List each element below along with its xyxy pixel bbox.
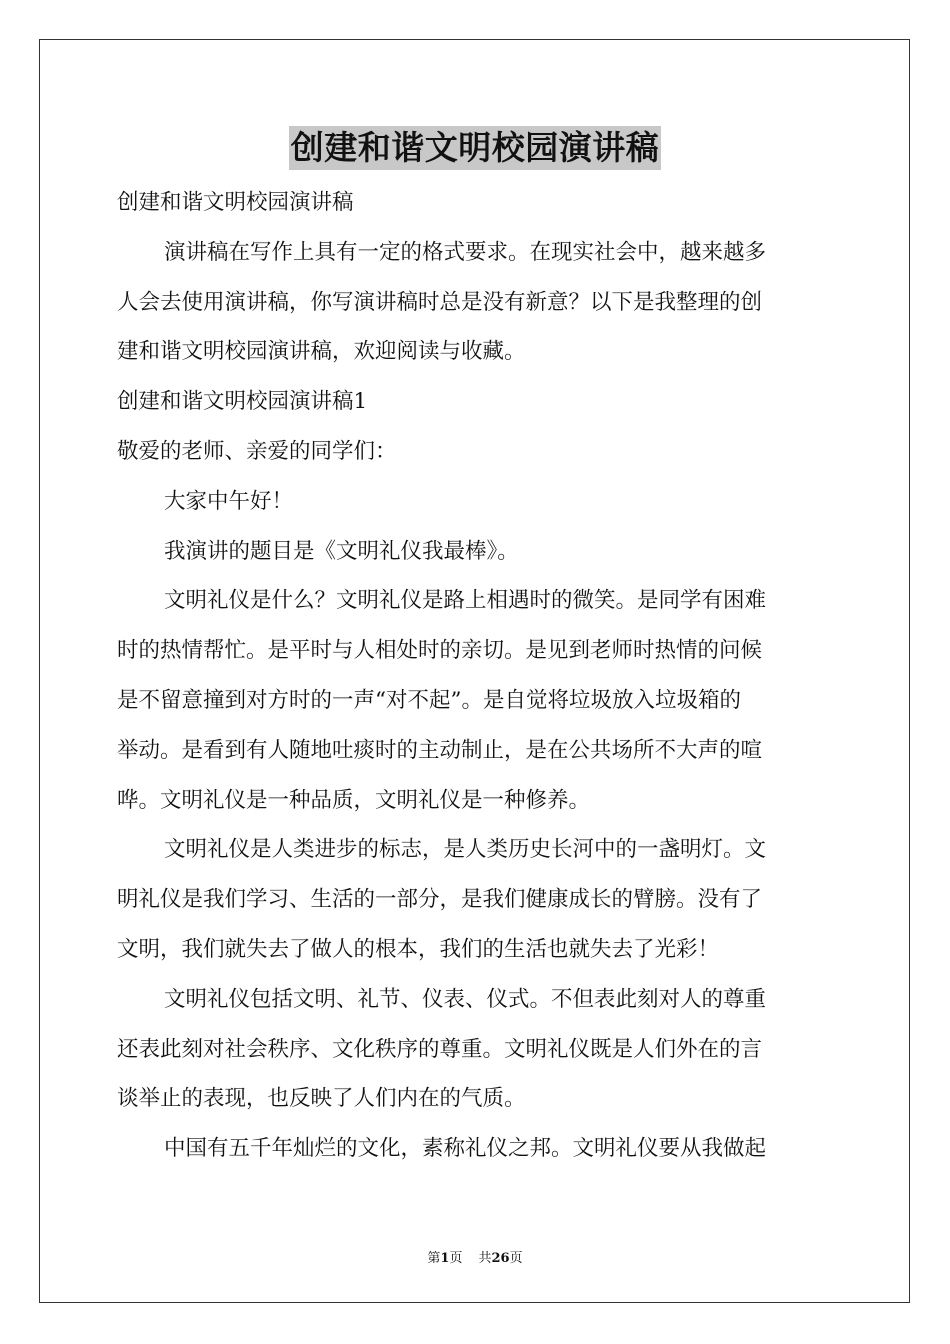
text-line: 是不留意撞到对方时的一声“对不起”。是自觉将垃圾放入垃圾箱的	[117, 687, 741, 713]
text-line: 我演讲的题目是《文明礼仪我最棒》。	[164, 538, 519, 564]
text-line: 人会去使用演讲稿，你写演讲稿时总是没有新意？以下是我整理的创	[117, 289, 763, 315]
footer-page-prefix: 第	[427, 1251, 441, 1266]
text-line: 中国有五千年灿烂的文化，素称礼仪之邦。文明礼仪要从我做起	[164, 1136, 767, 1162]
document-title: 创建和谐文明校园演讲稿	[289, 126, 662, 170]
footer-total-pages: 26	[491, 1251, 510, 1266]
text-line: 文明礼仪是人类进步的标志，是人类历史长河中的一盏明灯。文	[164, 837, 767, 863]
text-line: 建和谐文明校园演讲稿，欢迎阅读与收藏。	[117, 339, 526, 365]
text-line: 文明礼仪包括文明、礼节、仪表、仪式。不但表此刻对人的尊重	[164, 986, 767, 1012]
text-line: 明礼仪是我们学习、生活的一部分，是我们健康成长的臂膀。没有了	[117, 887, 763, 913]
text-line: 创建和谐文明校园演讲稿	[117, 190, 354, 215]
text-line: 创建和谐文明校园演讲稿1	[117, 389, 368, 415]
text-line: 文明礼仪是什么？文明礼仪是路上相遇时的微笑。是同学有困难	[164, 588, 767, 614]
page-footer	[0, 1247, 950, 1266]
document-body	[117, 178, 833, 1174]
text-line: 时的热情帮忙。是平时与人相处时的亲切。是见到老师时热情的问候	[117, 638, 763, 664]
text-line: 大家中午好！	[164, 488, 294, 514]
text-line: 谈举止的表现，也反映了人们内在的气质。	[117, 1086, 526, 1112]
text-line: 演讲稿在写作上具有一定的格式要求。在现实社会中，越来越多	[164, 239, 767, 265]
footer-total-suffix: 页	[509, 1251, 523, 1266]
footer-page-suffix: 页	[449, 1251, 463, 1266]
title-container	[0, 126, 950, 170]
footer-total-prefix: 共	[478, 1251, 492, 1266]
text-line: 还表此刻对社会秩序、文化秩序的尊重。文明礼仪既是人们外在的言	[117, 1036, 763, 1062]
text-line: 举动。是看到有人随地吐痰时的主动制止，是在公共场所不大声的喧	[117, 737, 763, 763]
text-line: 文明，我们就失去了做人的根本，我们的生活也就失去了光彩！	[117, 936, 720, 962]
text-line: 哗。文明礼仪是一种品质，文明礼仪是一种修养。	[117, 787, 591, 813]
text-line: 敬爱的老师、亲爱的同学们：	[117, 438, 397, 464]
footer-page-number: 1	[440, 1251, 450, 1266]
